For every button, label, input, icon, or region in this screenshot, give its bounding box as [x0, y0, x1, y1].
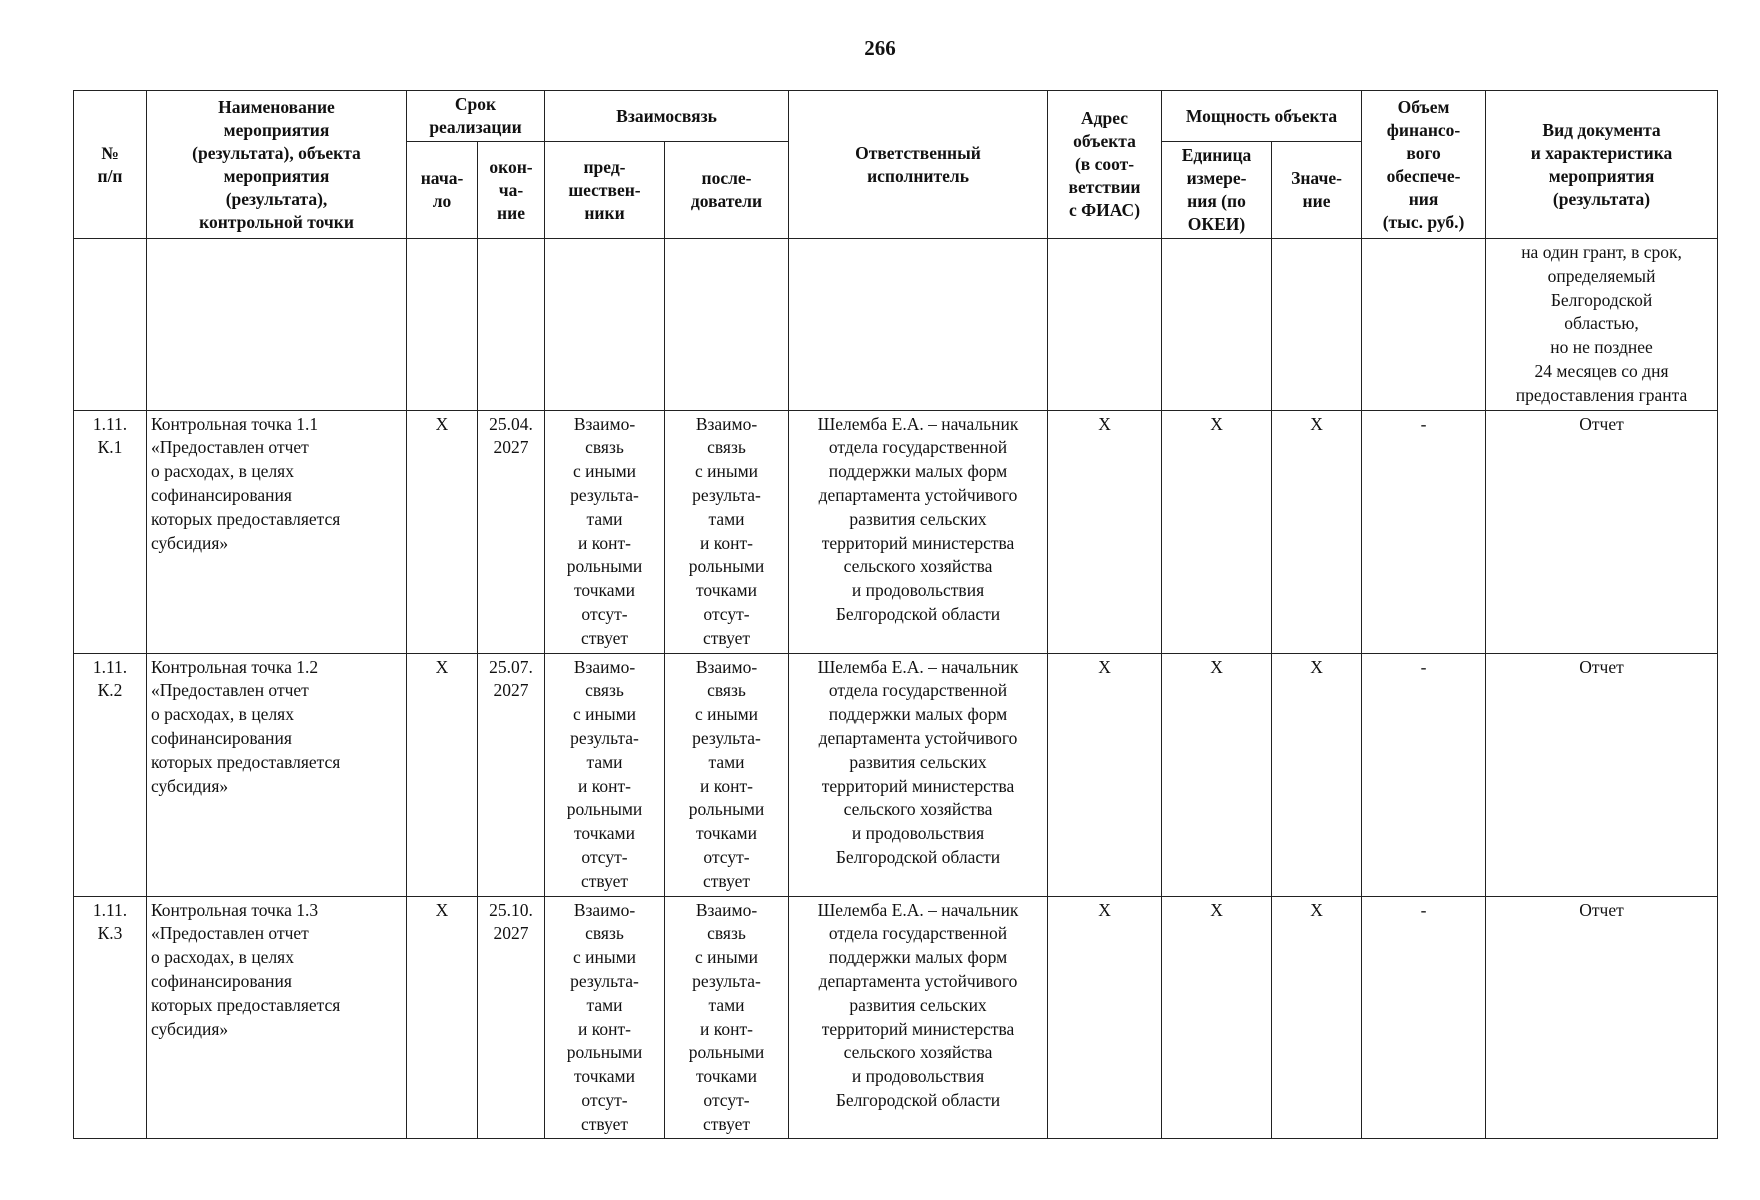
cell-empty [407, 239, 478, 411]
cell-end: 25.04. 2027 [478, 410, 545, 653]
cell-pred: Взаимо- связь с иными результа- тами и конт- рольными точками отсут- ствует [545, 896, 665, 1139]
cell-value: Х [1272, 653, 1362, 896]
cell-num: 1.11. К.2 [74, 653, 147, 896]
cell-unit: Х [1162, 653, 1272, 896]
cell-end: 25.07. 2027 [478, 653, 545, 896]
cell-doc: Отчет [1486, 896, 1718, 1139]
cell-num: 1.11. К.1 [74, 410, 147, 653]
header-capacity: Мощность объекта [1162, 91, 1362, 142]
cell-doc: Отчет [1486, 410, 1718, 653]
header-term: Срок реализации [407, 91, 545, 142]
table-row [74, 896, 1718, 1139]
cell-empty [1272, 239, 1362, 411]
cell-empty [789, 239, 1048, 411]
cell-address: Х [1048, 653, 1162, 896]
cell-finance: - [1362, 410, 1486, 653]
cell-unit: Х [1162, 896, 1272, 1139]
cell-start: Х [407, 410, 478, 653]
cell-empty [147, 239, 407, 411]
header-responsible: Ответственный исполнитель [789, 91, 1048, 239]
cell-name: Контрольная точка 1.1 «Предоставлен отчет о расходах, в целях софинансирования которых предоставляется субсидия» [147, 410, 407, 653]
cell-doc: Отчет [1486, 653, 1718, 896]
cell-start: Х [407, 653, 478, 896]
cell-unit: Х [1162, 410, 1272, 653]
header-doc-type: Вид документа и характеристика мероприятия (результата) [1486, 91, 1718, 239]
cell-finance: - [1362, 896, 1486, 1139]
page-number: 266 [864, 36, 896, 60]
header-link: Взаимосвязь [545, 91, 789, 142]
header-num: № п/п [74, 91, 147, 239]
cell-value: Х [1272, 896, 1362, 1139]
header-link-succ: после- дователи [665, 142, 789, 239]
cell-empty [1162, 239, 1272, 411]
cell-succ: Взаимо- связь с иными результа- тами и конт- рольными точками отсут- ствует [665, 896, 789, 1139]
header-link-pred: пред- шествен- ники [545, 142, 665, 239]
header-row-top [74, 91, 1718, 142]
cell-responsible: Шелемба Е.А. – начальник отдела государственной поддержки малых форм департамента устойчивого развития сельских территорий министерства сельского хозяйства и продовольствия Белгородской области [789, 410, 1048, 653]
cell-empty [665, 239, 789, 411]
cell-succ: Взаимо- связь с иными результа- тами и конт- рольными точками отсут- ствует [665, 653, 789, 896]
cell-empty [1362, 239, 1486, 411]
cell-succ: Взаимо- связь с иными результа- тами и конт- рольными точками отсут- ствует [665, 410, 789, 653]
cell-empty [74, 239, 147, 411]
events-table [73, 90, 1718, 1139]
cell-address: Х [1048, 896, 1162, 1139]
cell-num: 1.11. К.3 [74, 896, 147, 1139]
cell-value: Х [1272, 410, 1362, 653]
cell-finance: - [1362, 653, 1486, 896]
table-row [74, 653, 1718, 896]
cell-pred: Взаимо- связь с иными результа- тами и конт- рольными точками отсут- ствует [545, 653, 665, 896]
header-capacity-unit: Единица измере- ния (по ОКЕИ) [1162, 142, 1272, 239]
header-term-end: окон- ча- ние [478, 142, 545, 239]
cell-end: 25.10. 2027 [478, 896, 545, 1139]
cell-responsible: Шелемба Е.А. – начальник отдела государственной поддержки малых форм департамента устойчивого развития сельских территорий министерства сельского хозяйства и продовольствия Белгородской области [789, 653, 1048, 896]
cell-start: Х [407, 896, 478, 1139]
cell-name: Контрольная точка 1.2 «Предоставлен отчет о расходах, в целях софинансирования которых предоставляется субсидия» [147, 653, 407, 896]
continuation-row [74, 239, 1718, 411]
header-capacity-value: Значе- ние [1272, 142, 1362, 239]
header-term-start: нача- ло [407, 142, 478, 239]
cell-empty [1048, 239, 1162, 411]
cell-address: Х [1048, 410, 1162, 653]
cell-empty [545, 239, 665, 411]
table-row [74, 410, 1718, 653]
cell-doc-continuation: на один грант, в срок, определяемый Белгородской областью, но не позднее 24 месяцев со дня предоставления гранта [1486, 239, 1718, 411]
header-address: Адрес объекта (в соот- ветствии с ФИАС) [1048, 91, 1162, 239]
cell-empty [478, 239, 545, 411]
cell-pred: Взаимо- связь с иными результа- тами и конт- рольными точками отсут- ствует [545, 410, 665, 653]
cell-responsible: Шелемба Е.А. – начальник отдела государственной поддержки малых форм департамента устойчивого развития сельских территорий министерства сельского хозяйства и продовольствия Белгородской области [789, 896, 1048, 1139]
header-name: Наименование мероприятия (результата), объекта мероприятия (результата), контрольной точки [147, 91, 407, 239]
cell-name: Контрольная точка 1.3 «Предоставлен отчет о расходах, в целях софинансирования которых предоставляется субсидия» [147, 896, 407, 1139]
header-finance: Объем финансо- вого обеспече- ния (тыс. руб.) [1362, 91, 1486, 239]
